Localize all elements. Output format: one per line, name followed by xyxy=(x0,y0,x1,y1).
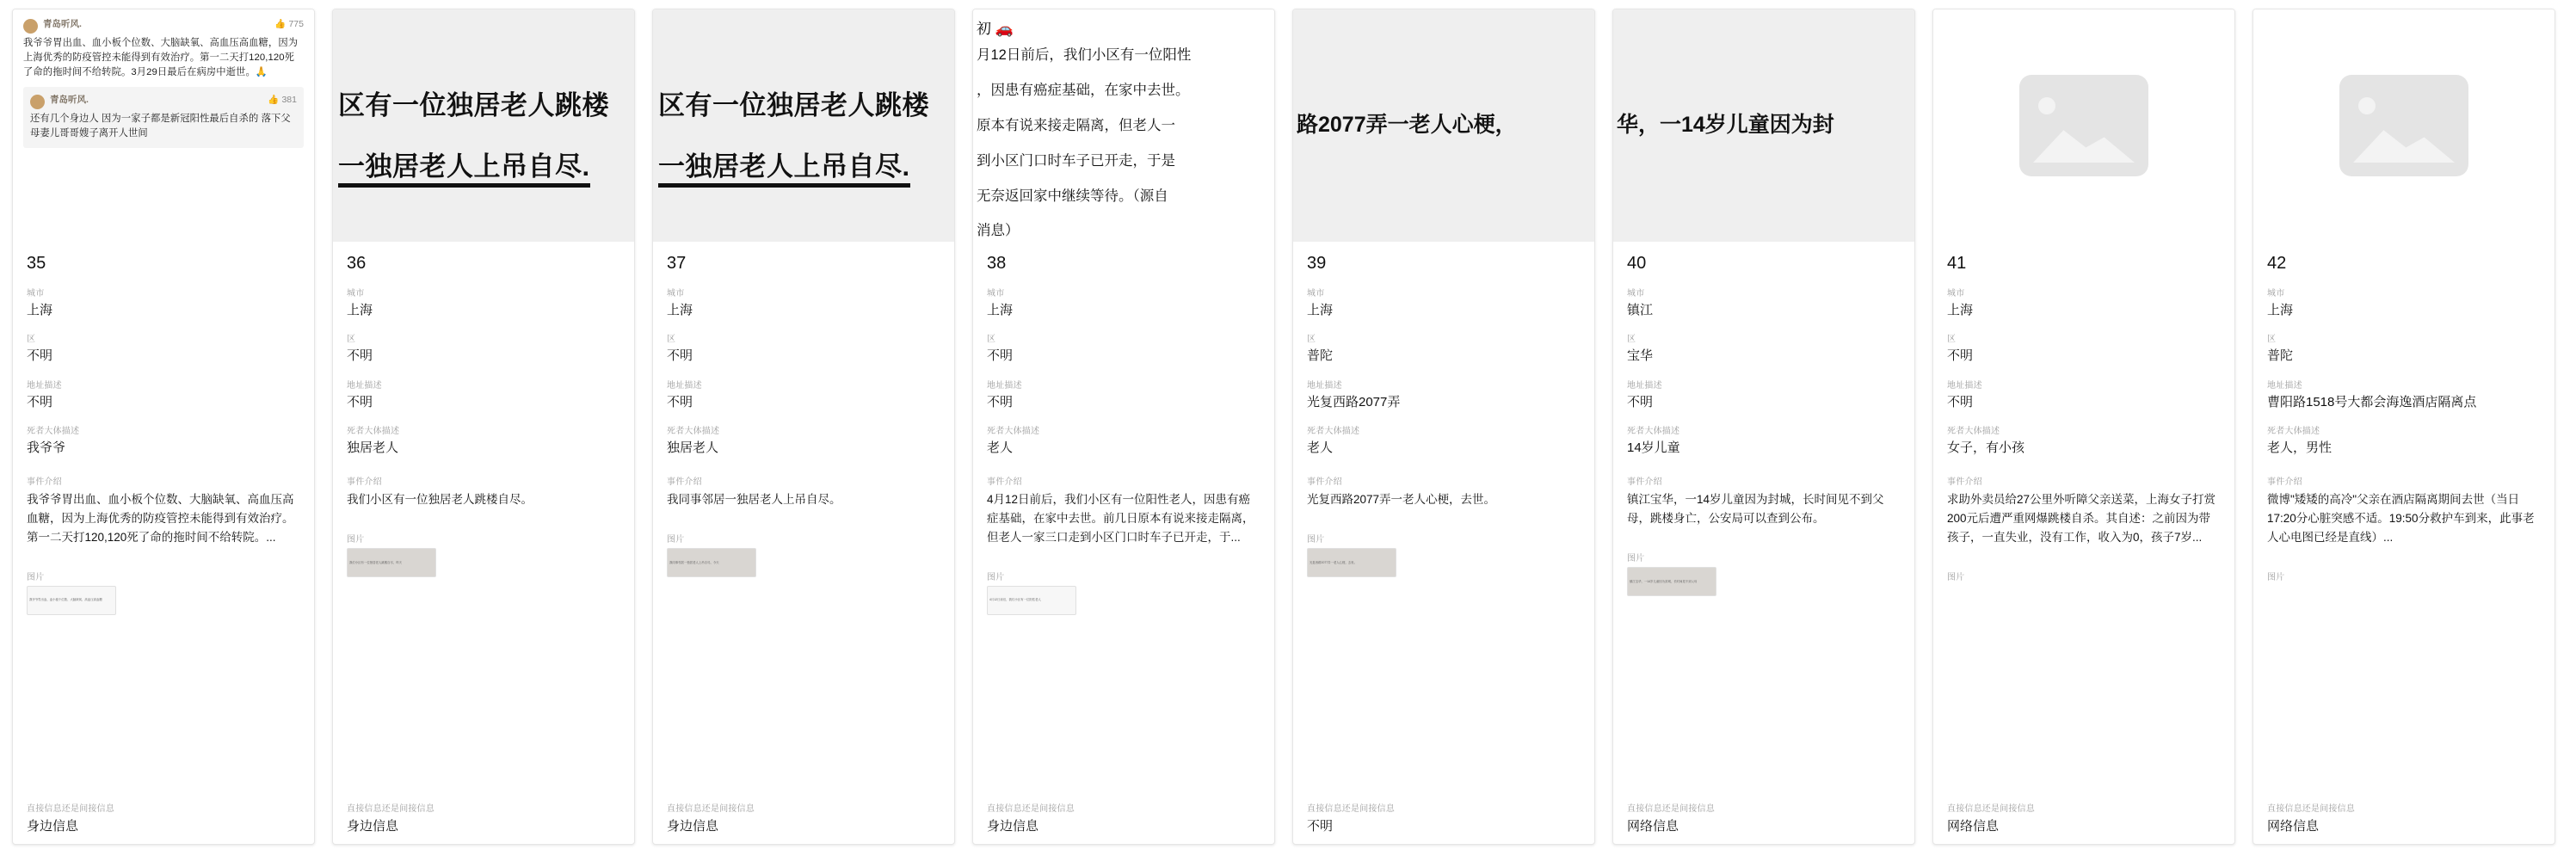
field-label-district: 区 xyxy=(27,335,36,345)
field-value-victim: 14岁儿童 xyxy=(1627,440,1680,455)
field-label-picture: 图片 xyxy=(347,534,365,545)
field-label-district: 区 xyxy=(347,335,356,345)
field-address xyxy=(1307,378,1581,411)
weibo-username: 青岛听风. xyxy=(43,19,82,29)
field-address xyxy=(667,378,940,411)
field-value-victim: 独居老人 xyxy=(667,440,719,455)
field-event xyxy=(1307,474,1581,509)
headline-line-2: 一独居老人上吊自尽. xyxy=(658,126,954,187)
field-address xyxy=(347,378,620,411)
weibo-header xyxy=(23,18,304,34)
attachment-thumbnail[interactable] xyxy=(1627,567,1716,596)
field-label-address: 地址描述 xyxy=(1947,380,1982,391)
card-body-39 xyxy=(1293,242,1594,844)
field-victim xyxy=(1627,423,1901,457)
field-label-city: 城市 xyxy=(1307,289,1325,299)
attachment-thumbnail[interactable] xyxy=(27,586,116,615)
field-value-city: 上海 xyxy=(2267,303,2294,317)
field-label-address: 地址描述 xyxy=(1307,380,1342,391)
field-label-address: 地址描述 xyxy=(987,380,1022,391)
headline-screenshot xyxy=(1613,9,1914,242)
headline-screenshot xyxy=(333,9,634,242)
field-label-district: 区 xyxy=(2267,335,2277,345)
field-victim xyxy=(667,423,940,457)
field-value-address: 曹阳路1518号大都会海逸酒店隔离点 xyxy=(2267,394,2477,409)
card-body-37 xyxy=(653,242,954,844)
field-event xyxy=(987,474,1260,547)
field-value-district: 不明 xyxy=(347,348,373,364)
image-placeholder-icon xyxy=(2339,75,2468,176)
field-label-district: 区 xyxy=(1627,335,1636,345)
card-media-39 xyxy=(1293,9,1594,242)
field-address xyxy=(2267,378,2541,411)
quoted-like-count: 👍 381 xyxy=(268,94,297,108)
field-value-victim: 我爷爷 xyxy=(27,440,66,455)
like-count: 👍 775 xyxy=(274,18,304,32)
field-label-event: 事件介绍 xyxy=(1307,477,1342,487)
field-event xyxy=(1947,474,2221,547)
headline-line-2: 一独居老人上吊自尽. xyxy=(338,126,634,187)
field-value-city: 上海 xyxy=(1307,303,1334,317)
field-label-picture: 图片 xyxy=(1627,553,1645,563)
field-city xyxy=(667,286,940,319)
attachment-thumbnail[interactable] xyxy=(667,548,756,577)
record-number: 35 xyxy=(27,254,46,273)
field-source xyxy=(347,792,620,835)
thumbnail-text: 光复西路2077弄一老人心梗，去世。 xyxy=(1310,560,1358,564)
field-picture xyxy=(1627,551,1901,596)
field-label-picture: 图片 xyxy=(1307,534,1325,545)
record-card-36[interactable] xyxy=(332,9,635,845)
thumbnail-text: 我爷爷胃出血、血小板个位数、大脑缺氧、高血压高血糖 xyxy=(29,598,102,602)
field-label-source: 直接信息还是间接信息 xyxy=(27,804,114,814)
field-value-city: 上海 xyxy=(667,303,693,317)
field-label-picture: 图片 xyxy=(667,534,685,545)
field-value-district: 宝华 xyxy=(1627,348,1654,364)
field-label-event: 事件介绍 xyxy=(347,477,382,487)
attachment-thumbnail[interactable] xyxy=(1307,548,1396,577)
field-label-victim: 死者大体描述 xyxy=(1307,426,1360,436)
field-source xyxy=(1947,792,2221,835)
card-media-38 xyxy=(973,9,1274,242)
field-value-event: 4月12日前后，我们小区有一位阳性老人，因患有癌症基础，在家中去世。前几日原本有说来接走隔离，但老人一家三口走到小区门口时车子已开走，于... xyxy=(987,493,1254,544)
card-body-36 xyxy=(333,242,634,844)
image-placeholder-icon xyxy=(2019,75,2148,176)
field-label-event: 事件介绍 xyxy=(1947,477,1982,487)
field-value-source: 网络信息 xyxy=(2267,818,2320,834)
avatar xyxy=(30,95,45,109)
field-label-victim: 死者大体描述 xyxy=(347,426,400,436)
field-district xyxy=(347,331,620,365)
field-value-city: 镇江 xyxy=(1627,303,1654,317)
field-source xyxy=(667,792,940,835)
field-label-victim: 死者大体描述 xyxy=(667,426,720,436)
record-card-35[interactable] xyxy=(12,9,315,845)
field-value-district: 不明 xyxy=(667,348,693,364)
field-value-victim: 老人 xyxy=(987,440,1014,455)
record-card-40[interactable] xyxy=(1612,9,1915,845)
field-label-district: 区 xyxy=(1947,335,1957,345)
field-label-picture: 图片 xyxy=(1947,572,1965,582)
field-picture xyxy=(667,532,940,577)
field-source xyxy=(987,792,1260,835)
field-address xyxy=(987,378,1260,411)
field-source xyxy=(1307,792,1581,835)
field-picture xyxy=(2267,570,2541,586)
field-district xyxy=(2267,331,2541,365)
field-picture xyxy=(347,532,620,577)
record-number: 39 xyxy=(1307,254,1327,273)
field-label-city: 城市 xyxy=(347,289,365,299)
field-label-source: 直接信息还是间接信息 xyxy=(2267,804,2355,814)
thumbnail-text: 镇江宝华，一14岁儿童因为封城，长时间见不到父母 xyxy=(1630,579,1698,583)
field-value-victim: 老人，男性 xyxy=(2267,440,2333,455)
field-value-event: 我们小区有一位独居老人跳楼自尽。 xyxy=(347,493,533,506)
field-label-city: 城市 xyxy=(667,289,685,299)
field-label-picture: 图片 xyxy=(2267,572,2285,582)
card-body-40 xyxy=(1613,242,1914,844)
field-label-event: 事件介绍 xyxy=(27,477,62,487)
field-label-city: 城市 xyxy=(2267,289,2285,299)
field-label-victim: 死者大体描述 xyxy=(987,426,1040,436)
field-value-event: 光复西路2077弄一老人心梗，去世。 xyxy=(1307,493,1496,506)
field-label-picture: 图片 xyxy=(987,572,1005,582)
field-district xyxy=(1947,331,2221,365)
field-value-district: 普陀 xyxy=(1307,348,1334,364)
field-value-address: 不明 xyxy=(667,394,693,409)
para-line-3: 原本有说来接走隔离，但老人一 xyxy=(977,117,1175,133)
weibo-quoted-username: 青岛听风. xyxy=(50,94,89,105)
record-card-38[interactable] xyxy=(972,9,1275,845)
field-victim xyxy=(987,423,1260,457)
weibo-text: 我爷爷胃出血、血小板个位数、大脑缺氧、高血压高血糖，因为上海优秀的防疫管控未能得到有效治疗。第一二天打120,120死了命的拖时间不给转院。3月29日最后在病房中逝世。🙏 xyxy=(23,38,299,77)
headline-text: 华，一14岁儿童因为封 xyxy=(1617,113,1834,138)
card-media-41 xyxy=(1933,9,2234,242)
headline-screenshot xyxy=(1293,9,1594,242)
field-event xyxy=(1627,474,1901,528)
field-value-victim: 女子，有小孩 xyxy=(1947,440,2025,455)
field-city xyxy=(27,286,300,319)
field-label-address: 地址描述 xyxy=(2267,380,2302,391)
field-value-city: 上海 xyxy=(1947,303,1974,317)
record-number: 41 xyxy=(1947,254,1967,273)
field-victim xyxy=(347,423,620,457)
weibo-quoted-post xyxy=(23,87,304,148)
record-number: 37 xyxy=(667,254,687,273)
card-media-35 xyxy=(13,9,314,242)
field-value-city: 上海 xyxy=(987,303,1014,317)
field-value-district: 普陀 xyxy=(2267,348,2294,364)
field-source xyxy=(1627,792,1901,835)
field-value-address: 不明 xyxy=(1947,394,1974,409)
field-label-victim: 死者大体描述 xyxy=(2267,426,2320,436)
field-picture xyxy=(1307,532,1581,577)
field-value-source: 身边信息 xyxy=(667,818,719,834)
field-value-district: 不明 xyxy=(27,348,53,364)
field-value-district: 不明 xyxy=(987,348,1014,364)
headline-line-1: 区有一位独居老人跳楼 xyxy=(338,90,609,121)
card-media-37 xyxy=(653,9,954,242)
field-city xyxy=(1627,286,1901,319)
attachment-thumbnail[interactable] xyxy=(987,586,1076,615)
headline-screenshot xyxy=(653,9,954,242)
weibo-quoted-text: 还有几个身边人 因为一家子都是新冠阳性最后自杀的 落下父母妻儿哥哥嫂子离开人世间 xyxy=(30,113,291,139)
thumbs-up-icon: 👍 xyxy=(274,19,287,29)
field-victim xyxy=(1947,423,2221,457)
field-label-event: 事件介绍 xyxy=(1627,477,1662,487)
field-city xyxy=(1947,286,2221,319)
field-value-event: 镇江宝华，一14岁儿童因为封城，长时间见不到父母，跳楼身亡，公安局可以查到公布。 xyxy=(1627,493,1884,525)
field-label-source: 直接信息还是间接信息 xyxy=(347,804,434,814)
field-label-victim: 死者大体描述 xyxy=(1947,426,2000,436)
card-media-36 xyxy=(333,9,634,242)
avatar xyxy=(23,19,38,34)
field-label-source: 直接信息还是间接信息 xyxy=(987,804,1075,814)
card-body-38 xyxy=(973,242,1274,844)
field-source xyxy=(27,792,300,835)
card-body-35 xyxy=(13,242,314,844)
card-body-42 xyxy=(2253,242,2554,844)
field-city xyxy=(987,286,1260,319)
field-label-event: 事件介绍 xyxy=(2267,477,2302,487)
field-value-source: 网络信息 xyxy=(1627,818,1679,834)
record-card-37[interactable] xyxy=(652,9,955,845)
thumbnail-text: 我们小区有一位独居老人跳楼自尽，昨天 xyxy=(349,560,403,564)
field-district xyxy=(1627,331,1901,365)
field-value-victim: 独居老人 xyxy=(347,440,399,455)
field-label-city: 城市 xyxy=(27,289,45,299)
weibo-quoted-header xyxy=(30,94,297,109)
field-label-source: 直接信息还是间接信息 xyxy=(1307,804,1395,814)
field-label-address: 地址描述 xyxy=(1627,380,1662,391)
field-city xyxy=(2267,286,2541,319)
field-label-address: 地址描述 xyxy=(347,380,382,391)
record-number: 42 xyxy=(2267,254,2287,273)
thumbnail-text: 4月12日前后，我们小区有一位阳性老人 xyxy=(989,598,1041,602)
record-card-41[interactable] xyxy=(1932,9,2235,845)
field-value-source: 网络信息 xyxy=(1947,818,2000,834)
thumbnail-text: 我同事邻居一独居老人上吊自尽，今天 xyxy=(669,560,719,564)
field-value-source: 不明 xyxy=(1307,818,1334,834)
field-value-address: 不明 xyxy=(987,394,1014,409)
field-value-address: 不明 xyxy=(27,394,53,409)
para-line-6: 消息） xyxy=(977,223,1020,239)
record-card-42[interactable] xyxy=(2252,9,2555,845)
emoji-line: 初 🚗 xyxy=(977,21,1014,37)
field-victim xyxy=(27,423,300,457)
field-value-source: 身边信息 xyxy=(987,818,1039,834)
field-label-address: 地址描述 xyxy=(667,380,702,391)
headline-line-1: 区有一位独居老人跳楼 xyxy=(658,90,929,121)
field-victim xyxy=(2267,423,2541,457)
field-label-city: 城市 xyxy=(1947,289,1965,299)
field-event xyxy=(667,474,940,509)
text-screenshot xyxy=(973,9,1274,242)
record-card-39[interactable] xyxy=(1292,9,1595,845)
para-line-1: 月12日前后，我们小区有一位阳性 xyxy=(977,47,1192,63)
field-label-source: 直接信息还是间接信息 xyxy=(1627,804,1715,814)
field-value-victim: 老人 xyxy=(1307,440,1334,455)
field-value-address: 不明 xyxy=(1627,394,1654,409)
field-picture xyxy=(1947,570,2221,586)
field-value-event: 我爷爷胃出血、血小板个位数、大脑缺氧、高血压高血糖，因为上海优秀的防疫管控未能得到有效治疗。第一二天打120,120死了命的拖时间不给转院。... xyxy=(27,493,294,544)
field-event xyxy=(27,474,300,547)
field-district xyxy=(1307,331,1581,365)
field-value-district: 不明 xyxy=(1947,348,1974,364)
field-address xyxy=(27,378,300,411)
field-label-event: 事件介绍 xyxy=(667,477,702,487)
field-district xyxy=(27,331,300,365)
field-value-source: 身边信息 xyxy=(27,818,79,834)
field-value-event: 我同事邻居一独居老人上吊自尽。 xyxy=(667,493,841,506)
weibo-screenshot xyxy=(13,9,314,242)
field-address xyxy=(1627,378,1901,411)
para-line-4: 到小区门口时车子已开走，于是 xyxy=(977,152,1175,169)
card-body-41 xyxy=(1933,242,2234,844)
field-event xyxy=(2267,474,2541,547)
field-city xyxy=(347,286,620,319)
field-city xyxy=(1307,286,1581,319)
thumbs-up-icon: 👍 xyxy=(268,94,280,105)
record-number: 36 xyxy=(347,254,367,273)
field-district xyxy=(987,331,1260,365)
field-label-address: 地址描述 xyxy=(27,380,62,391)
para-line-5: 无奈返回家中继续等待。（源自 xyxy=(977,188,1168,204)
field-value-city: 上海 xyxy=(347,303,373,317)
card-media-40 xyxy=(1613,9,1914,242)
field-district xyxy=(667,331,940,365)
field-value-address: 光复西路2077弄 xyxy=(1307,394,1401,409)
field-label-source: 直接信息还是间接信息 xyxy=(1947,804,2035,814)
attachment-thumbnail[interactable] xyxy=(347,548,436,577)
field-source xyxy=(2267,792,2541,835)
field-label-event: 事件介绍 xyxy=(987,477,1022,487)
field-label-victim: 死者大体描述 xyxy=(1627,426,1680,436)
field-label-district: 区 xyxy=(667,335,676,345)
field-label-city: 城市 xyxy=(1627,289,1645,299)
field-value-event: 微博"矮矮的高冷"父亲在酒店隔离期间去世（当日17:20分心脏突感不适。19:50分救护车到来，此事老人心电图已经是直线）... xyxy=(2267,493,2535,544)
field-label-city: 城市 xyxy=(987,289,1005,299)
headline-text: 路2077弄一老人心梗， xyxy=(1297,113,1517,138)
field-address xyxy=(1947,378,2221,411)
field-value-city: 上海 xyxy=(27,303,53,317)
field-value-source: 身边信息 xyxy=(347,818,399,834)
field-picture xyxy=(27,570,300,615)
field-value-event: 求助外卖员给27公里外听障父亲送菜，上海女子打赏200元后遭严重网爆跳楼自杀。其自述：之前因为带孩子，一直失业，没有工作，收入为0，孩子7岁... xyxy=(1947,493,2216,544)
field-label-district: 区 xyxy=(987,335,996,345)
field-label-source: 直接信息还是间接信息 xyxy=(667,804,755,814)
field-label-district: 区 xyxy=(1307,335,1316,345)
field-label-victim: 死者大体描述 xyxy=(27,426,80,436)
field-picture xyxy=(987,570,1260,615)
record-number: 40 xyxy=(1627,254,1647,273)
record-number: 38 xyxy=(987,254,1007,273)
field-label-picture: 图片 xyxy=(27,572,45,582)
field-victim xyxy=(1307,423,1581,457)
card-media-42 xyxy=(2253,9,2554,242)
field-event xyxy=(347,474,620,509)
field-value-address: 不明 xyxy=(347,394,373,409)
para-line-2: ，因患有癌症基础，在家中去世。 xyxy=(977,82,1190,98)
